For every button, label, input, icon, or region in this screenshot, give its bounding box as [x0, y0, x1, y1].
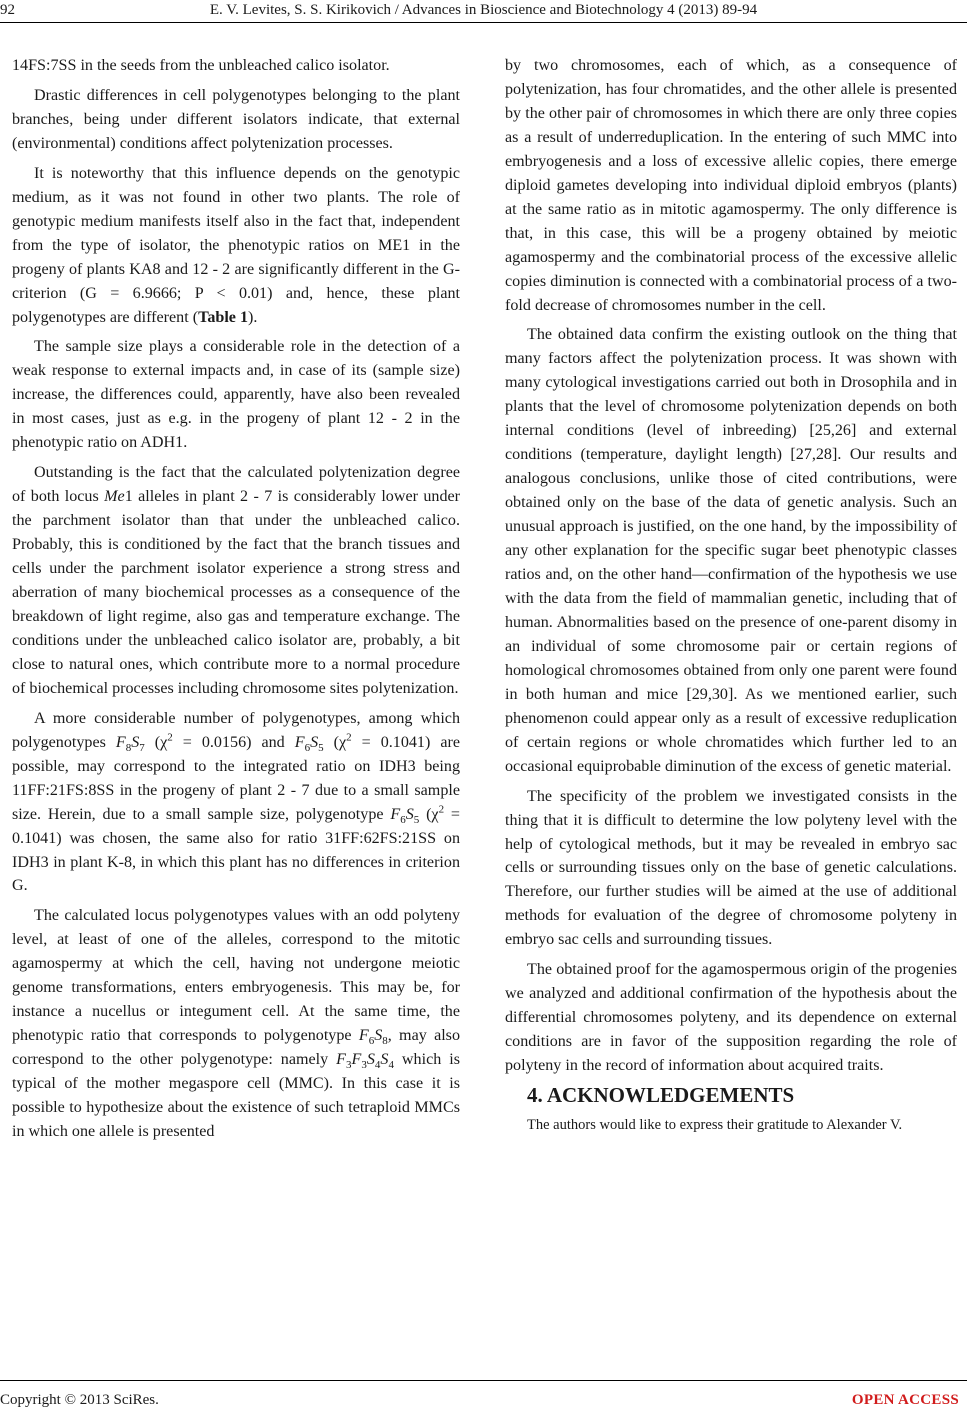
paragraph: Outstanding is the fact that the calculated polytenization degree of both locus Me1 alleles in plant 2 - 7 is considerably lower under the parchment isolator than that under the unbleached calico. Probably, this is conditioned by the fact that the branch tissues and cells under the parchment isolator experience a strong stress and aberration of many biochemical processes as a consequence of the breakdown of light regime, also gas and temperature exchange. The conditions under the unbleached calico isolator are, probably, a bit close to natural ones, which contribute more to a normal procedure of biochemical processes including chromosome sites polytenization.	[12, 464, 460, 697]
left-column	[12, 54, 460, 1144]
section-heading: 4. ACKNOWLEDGEMENTS	[527, 1083, 795, 1108]
copyright-notice: Copyright © 2013 SciRes.	[0, 1392, 159, 1408]
paragraph: Drastic differences in cell polygenotypes belonging to the plant branches, being under different isolators indicate, that external (environmental) conditions affect polytenization processes.	[12, 86, 460, 152]
paragraph: 14FS:7SS in the seeds from the unbleached calico isolator.	[12, 57, 390, 74]
paragraph: by two chromosomes, each of which, as a consequence of polytenization, has four chromatides, and the other allele is presented by the other pair of chromosomes in which there are only three copies as a result of underreduplication. In the entering of such MMC into embryogenesis and a loss of excessive allelic copies, there emerge diploid gametes developing into individual diploid embryos (plants) at the same ratio as in mitotic agamospermy. The only difference is that, in this case, this will be a progeny obtained by meiotic agamospermy and the combinatorial process of the excessive allelic copies diminution is connected with a combinatorial process of a two-fold decrease of chromosomes number in the cell.	[505, 57, 957, 314]
paragraph: The obtained data confirm the existing outlook on the thing that many factors affect the polytenization process. It was shown with many cytological investigations carried out both in Drosophila and in plants that the level of chromosome polytenization depends on both internal conditions (level of inbreeding) [25,26] and external conditions (temperature, daylight length) [27,28]. Our results and analogous conclusions, unlike those of cited contributions, were obtained only on the base of the data of genetic analysis. Such an unusual approach is justified, on the one hand, by the impossibility of any other explanation for the specific sugar beet phenotypic classes ratios and, on the other hand—confirmation of the hypothesis we use with the data from the field of mammalian genetic, including that of human. Abnormalities based on the presence of one-parent disomy in an individual of some chromosome pair or certain regions of homological chromosomes obtained from only one parent were found in both human and mice [29,30]. As we mentioned earlier, such phenomenon could appear only as a result of excessive reduplication of certain regions or whole chromatides which further led to an occasional equiprobable diminution of the excess of genetic material.	[505, 326, 957, 775]
page-header	[0, 0, 967, 24]
footer-rule	[0, 1380, 967, 1381]
paragraph: The sample size plays a considerable role in the detection of a weak response to external impacts and, in case of its (sample size) increase, the differences could, apparently, have also been revealed in most cases, just as e.g. in the progeny of plant 12 - 2 in the phenotypic ratio on ADH1.	[12, 338, 460, 452]
running-head: E. V. Levites, S. S. Kirikovich / Advances in Bioscience and Biotechnology 4 (2013) 89-94	[209, 2, 758, 18]
acknowledgements-text: The authors would like to express their gratitude to Alexander V.	[527, 1116, 903, 1133]
paragraph: The calculated locus polygenotypes values with an odd polyteny level, at least of one of the alleles, correspond to the mitotic agamospermy at which the cell, having not undergone meiotic genome transformations, enters embryogenesis. This may be, for instance a nucellus or integument cell. At the same time, the phenotypic ratio that corresponds to polygenotype $F_6S_8$, may also correspond to the other polygenotype: namely $F_3F_3S_4S_4$ which is typical of the mother megaspore cell (MMC). In this case it is possible to hypothesize about the existence of such tetraploid MMCs in which one allele is presented	[12, 907, 460, 1140]
table-reference-link[interactable]: Table 1	[198, 308, 249, 326]
page-footer	[0, 1380, 967, 1410]
paragraph: It is noteworthy that this influence depends on the genotypic medium, as it was not found in other two plants. The role of genotypic medium manifests itself also in the fact that, independent from the type of isolator, the phenotypic ratios on ME1 in the progeny of plants KA8 and 12 - 2 are significantly different in the G-criterion (G = 6.9666; P < 0.01) and, hence, these plant polygenotypes are different (Table 1).	[12, 164, 460, 326]
paragraph: The obtained proof for the agamospermous origin of the progenies we analyzed and additional confirmation of the hypothesis about the differential chromosomes polyteny, and its dependence on external conditions are in favor of the supposition regarding the role of polyteny in the record of information about acquired traits.	[505, 961, 957, 1075]
header-rule	[0, 22, 967, 23]
open-access-label: OPEN ACCESS	[851, 1392, 959, 1408]
paragraph: A more considerable number of polygenotypes, among which polygenotypes $F_8S_7$ $(\chi^2 = 0.0156)$ and $F_6S_5$ $(\chi^2 = 0.1041)$ are possible, may correspond to the integrated ratio on IDH3 being 11FF:21FS:8SS in the progeny of plant 2 - 7 due to a small sample size. Herein, due to a small sample size, polygenotype $F_6S_5$ $(\chi^2 = 0.1041)$ was chosen, the same also for ratio 31FF:62FS:21SS on IDH3 in plant K-8, in which this plant has no differences in criterion G.	[12, 709, 460, 895]
page-number: 92	[0, 2, 15, 18]
paragraph: The specificity of the problem we investigated consists in the thing that it is difficult to determine the low polyteny level with the help of cytological methods, but it may be revealed in embryo sac cells or surrounding tissues only on the base of genetic calculations. Therefore, our further studies will be aimed at the use of additional methods for evaluation of the degree of chromosome polyteny in embryo sac cells and surrounding tissues.	[505, 787, 957, 949]
right-column	[505, 54, 957, 1138]
